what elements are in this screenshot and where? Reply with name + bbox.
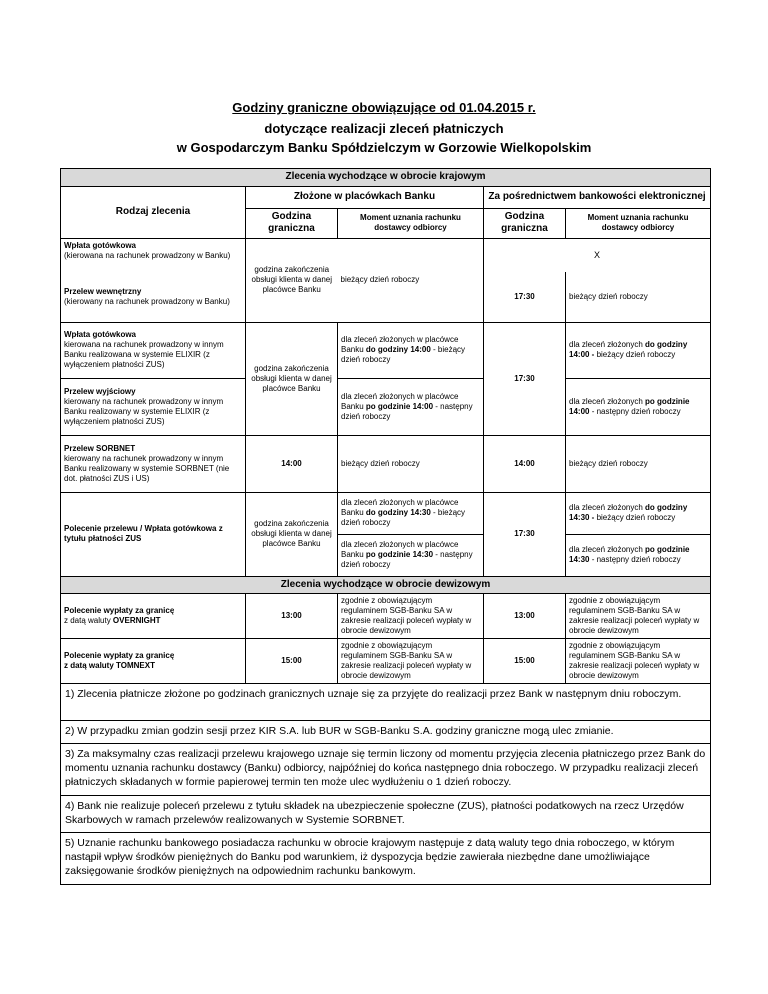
branch-moment-header: Moment uznania rachunku dostawcy odbiorcy: [338, 208, 484, 238]
online-moment-elixir-after: dla zleceń złożonych po godzinie 14:00 - następny dzień roboczy: [566, 378, 711, 435]
branch-moment-overnight: zgodnie z obowiązującym regulaminem SGB-Banku SA w zakresie realizacji poleceń wypłaty w obrocie dewizowym: [338, 594, 484, 639]
document-subtitle: dotyczące realizacji zleceń płatniczych: [264, 121, 504, 136]
order-type-sorbnet: Przelew SORBNET kierowany na rachunek prowadzony w innym Banku realizowany w systemie SORBNET (nie dot. płatności ZUS i US): [61, 435, 246, 492]
online-cutoff-elixir: 17:30: [484, 322, 566, 435]
note-3: 3) Za maksymalny czas realizacji przelewu krajowego uznaje się termin liczony od momentu przyjęcia zlecenia płatniczego przez Bank do momentu uznania rachunku dostawcy (Banku) odbiorcy, najpóźniej do końca następnego dnia roboczego. W przypadku realizacji zleceń płatniczych składanych w formie papierowej termin ten może ulec wydłużeniu o 1 dzień roboczy.: [61, 744, 711, 796]
branch-cutoff-sorbnet: 14:00: [246, 435, 338, 492]
branch-moment-internal: bieżący dzień roboczy: [338, 238, 484, 322]
branch-cutoff-overnight: 13:00: [246, 594, 338, 639]
order-type-elixir-transfer: Przelew wyjściowy kierowany na rachunek prowadzony w innym Banku realizowany w systemie ELIXIR (z wyłączeniem płatności ZUS): [61, 378, 246, 435]
online-moment-zus-before: dla zleceń złożonych do godziny 14:30 - bieżący dzień roboczy: [566, 492, 711, 534]
online-moment-zus-after: dla zleceń złożonych po godzinie 14:30 - następny dzień roboczy: [566, 534, 711, 576]
branch-group-header: Złożone w placówkach Banku: [246, 186, 484, 208]
online-cutoff-sorbnet: 14:00: [484, 435, 566, 492]
branch-moment-zus-after: dla zleceń złożonych w placówce Banku po godzinie 14:30 - następny dzień roboczy: [338, 534, 484, 576]
branch-moment-tomnext: zgodnie z obowiązującym regulaminem SGB-Banku SA w zakresie realizacji poleceń wypłaty w obrocie dewizowym: [338, 639, 484, 684]
document-title: Godziny graniczne obowiązujące od 01.04.2015 r.: [232, 100, 536, 115]
branch-cutoff-zus: godzina zakończenia obsługi klienta w danej placówce Banku: [246, 492, 338, 576]
online-not-available: X: [484, 238, 711, 272]
online-cutoff-header: Godzina graniczna: [484, 208, 566, 238]
branch-cutoff-elixir: godzina zakończenia obsługi klienta w danej placówce Banku: [246, 322, 338, 435]
branch-cutoff-header: Godzina graniczna: [246, 208, 338, 238]
note-1: 1) Zlecenia płatnicze złożone po godzinach granicznych uznaje się za przyjęte do realizacji przez Bank w następnym dniu roboczym.: [61, 684, 711, 721]
branch-cutoff-internal: godzina zakończenia obsługi klienta w danej placówce Banku: [246, 238, 338, 322]
cutoff-table: [60, 168, 711, 885]
order-type-tomnext: Polecenie wypłaty za granicę z datą waluty TOMNEXT: [61, 639, 246, 684]
foreign-section-header: Zlecenia wychodzące w obrocie dewizowym: [61, 576, 711, 594]
order-type-elixir-cash-deposit: Wpłata gotówkowa kierowana na rachunek prowadzony w innym Banku realizowana w systemie ELIXIR (z wyłączeniem płatności ZUS): [61, 322, 246, 378]
order-type-cash-deposit: Wpłata gotówkowa (kierowana na rachunek prowadzony w Banku): [61, 238, 246, 272]
branch-moment-elixir-before: dla zleceń złożonych w placówce Banku do godziny 14:00 - bieżący dzień roboczy: [338, 322, 484, 378]
online-cutoff-zus: 17:30: [484, 492, 566, 576]
col-order-type-header: Rodzaj zlecenia: [61, 186, 246, 238]
domestic-section-header: Zlecenia wychodzące w obrocie krajowym: [61, 169, 711, 187]
online-group-header: Za pośrednictwem bankowości elektronicznej: [484, 186, 711, 208]
online-moment-tomnext: zgodnie z obowiązującym regulaminem SGB-Banku SA w zakresie realizacji poleceń wypłaty w obrocie dewizowym: [566, 639, 711, 684]
online-cutoff-tomnext: 15:00: [484, 639, 566, 684]
order-type-internal-transfer: Przelew wewnętrzny (kierowany na rachunek prowadzony w Banku): [61, 272, 246, 322]
branch-moment-elixir-after: dla zleceń złożonych w placówce Banku po godzinie 14:00 - następny dzień roboczy: [338, 378, 484, 435]
branch-moment-zus-before: dla zleceń złożonych w placówce Banku do godziny 14:30 - bieżący dzień roboczy: [338, 492, 484, 534]
note-2: 2) W przypadku zmian godzin sesji przez KIR S.A. lub BUR w SGB-Banku S.A. godziny graniczne mogą ulec zmianie.: [61, 721, 711, 744]
online-moment-elixir-before: dla zleceń złożonych do godziny 14:00 - bieżący dzień roboczy: [566, 322, 711, 378]
online-moment-sorbnet: bieżący dzień roboczy: [566, 435, 711, 492]
online-cutoff-internal: 17:30: [484, 272, 566, 322]
order-type-overnight: Polecenie wypłaty za granicę z datą waluty OVERNIGHT: [61, 594, 246, 639]
branch-cutoff-tomnext: 15:00: [246, 639, 338, 684]
note-4: 4) Bank nie realizuje poleceń przelewu z tytułu składek na ubezpieczenie społeczne (ZUS), płatności podatkowych na rzecz Urzędów Skarbowych w ramach przelewów realizowanych w Systemie SORBNET.: [61, 796, 711, 833]
bank-name: w Gospodarczym Banku Spółdzielczym w Gorzowie Wielkopolskim: [176, 140, 592, 155]
online-moment-overnight: zgodnie z obowiązującym regulaminem SGB-Banku SA w zakresie realizacji poleceń wypłaty w obrocie dewizowym: [566, 594, 711, 639]
online-moment-header: Moment uznania rachunku dostawcy odbiorcy: [566, 208, 711, 238]
online-moment-internal: bieżący dzień roboczy: [566, 272, 711, 322]
branch-moment-sorbnet: bieżący dzień roboczy: [338, 435, 484, 492]
note-5: 5) Uznanie rachunku bankowego posiadacza rachunku w obrocie krajowym następuje z datą waluty tego dnia roboczego, w którym nastąpił wpływ środków pieniężnych do Banku pod warunkiem, iż dyspozycja będzie zawierała niezbędne dane umożliwiające zaksięgowanie środków pieniężnych na odpowiednim rachunku bankowym.: [61, 833, 711, 885]
online-cutoff-overnight: 13:00: [484, 594, 566, 639]
order-type-zus: Polecenie przelewu / Wpłata gotówkowa z tytułu płatności ZUS: [61, 492, 246, 576]
